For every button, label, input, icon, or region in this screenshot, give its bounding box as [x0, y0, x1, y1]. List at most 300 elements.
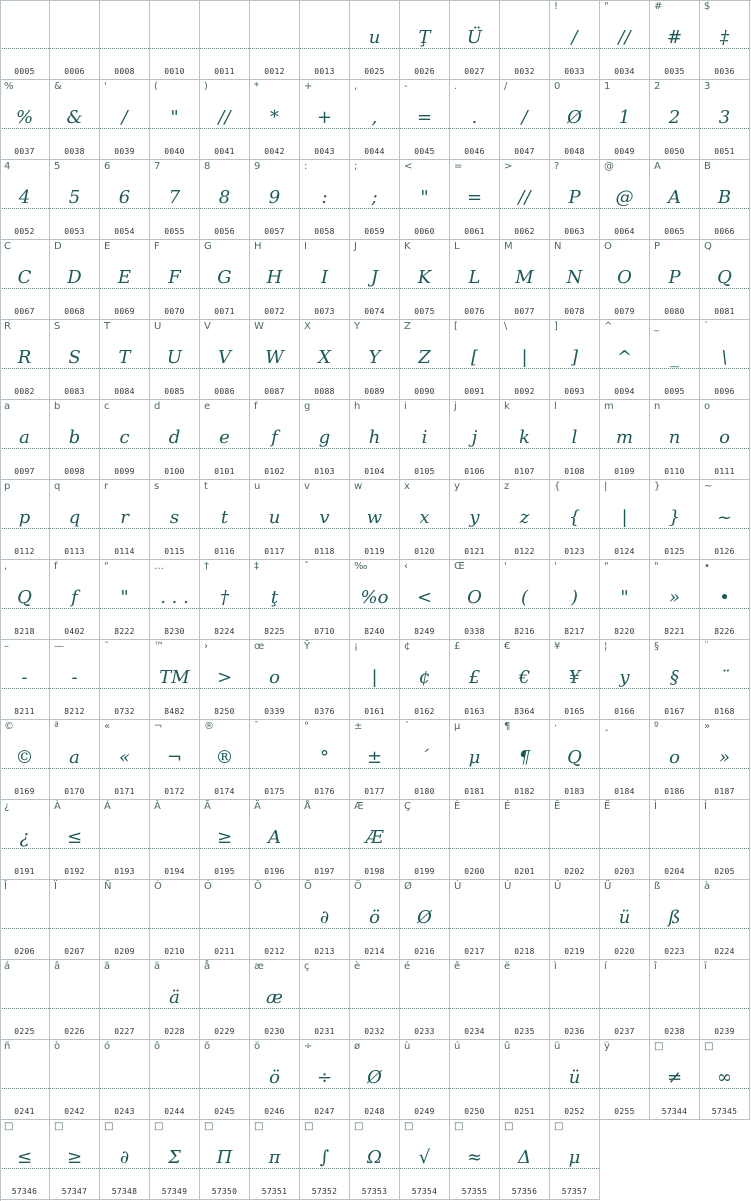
- glyph-cell-label: ¥: [554, 641, 561, 652]
- glyph-cell-label: º: [654, 721, 659, 732]
- glyph-cell-label: •: [704, 561, 710, 572]
- glyph-cell-label: ): [204, 81, 208, 92]
- glyph-sample: †: [220, 587, 229, 608]
- glyph-cell-label: 2: [654, 81, 661, 92]
- glyph-cell: [600, 240, 650, 320]
- glyph-cell-code: 0172: [164, 787, 185, 796]
- glyph-sample: ∂: [319, 907, 330, 928]
- glyph-sample: _: [670, 347, 679, 368]
- glyph-cell-code: 0218: [514, 947, 535, 956]
- glyph-sample: :: [321, 187, 328, 208]
- glyph-cell: [150, 0, 200, 80]
- glyph-cell-label: ¡: [354, 641, 359, 652]
- glyph-cell-code: 0226: [64, 1027, 85, 1036]
- glyph-cell-code: 0161: [364, 707, 385, 716]
- glyph-sample: L: [468, 267, 481, 288]
- glyph-cell-label: Í: [704, 801, 707, 812]
- glyph-cell-code: 0070: [164, 307, 185, 316]
- glyph-cell-label: …: [154, 561, 164, 572]
- glyph-cell: [500, 720, 550, 800]
- glyph-cell-code: 57344: [661, 1107, 688, 1116]
- glyph-cell: [450, 480, 500, 560]
- glyph-cell: [700, 0, 750, 80]
- glyph-cell: [200, 1120, 250, 1200]
- glyph-cell-label: É: [504, 801, 511, 812]
- baseline-dotted-line: [250, 768, 299, 769]
- baseline-dotted-line: [550, 1008, 599, 1009]
- baseline-dotted-line: [100, 1008, 149, 1009]
- glyph-cell-code: 0056: [214, 227, 235, 236]
- glyph-sample: ∞: [717, 1067, 732, 1088]
- baseline-dotted-line: [500, 848, 549, 849]
- glyph-cell-label: T: [104, 321, 111, 332]
- baseline-dotted-line: [300, 608, 349, 609]
- glyph-cell: [500, 960, 550, 1040]
- glyph-sample: k: [519, 427, 530, 448]
- glyph-cell: [350, 0, 400, 80]
- glyph-cell-code: 0121: [464, 547, 485, 556]
- glyph-cell-label: !: [554, 1, 559, 12]
- glyph-cell: [450, 800, 500, 880]
- glyph-cell: [300, 800, 350, 880]
- glyph-sample: h: [368, 427, 381, 448]
- glyph-sample: ¶: [518, 747, 531, 768]
- glyph-cell: [0, 400, 50, 480]
- glyph-cell-code: 0051: [714, 147, 735, 156]
- glyph-cell-code: 0255: [614, 1107, 635, 1116]
- glyph-sample: ¢: [418, 667, 431, 688]
- glyph-cell-label: Ã: [204, 801, 211, 812]
- glyph-sample: »: [718, 747, 730, 768]
- glyph-cell-label: □: [554, 1121, 564, 1132]
- glyph-cell-label: ': [554, 561, 557, 572]
- glyph-sample: §: [670, 667, 679, 688]
- glyph-cell-code: 0062: [514, 227, 535, 236]
- glyph-sample: E: [117, 267, 132, 288]
- glyph-cell-code: 0209: [114, 947, 135, 956]
- glyph-cell-code: 0234: [464, 1027, 485, 1036]
- glyph-cell: [350, 160, 400, 240]
- glyph-cell: [650, 160, 700, 240]
- glyph-sample: B: [717, 187, 732, 208]
- glyph-cell: [600, 880, 650, 960]
- glyph-cell: [350, 960, 400, 1040]
- glyph-cell-code: 0046: [464, 147, 485, 156]
- glyph-sample: ": [420, 187, 429, 208]
- glyph-cell-code: 0040: [164, 147, 185, 156]
- glyph-cell: [100, 0, 150, 80]
- glyph-cell: [400, 880, 450, 960]
- glyph-cell-code: 0220: [614, 947, 635, 956]
- glyph-cell-label: i: [404, 401, 407, 412]
- glyph-cell: [400, 0, 450, 80]
- glyph-cell: [200, 480, 250, 560]
- glyph-cell-code: 0231: [314, 1027, 335, 1036]
- glyph-cell: [250, 1040, 300, 1120]
- glyph-cell: [250, 240, 300, 320]
- glyph-cell-label: (: [154, 81, 158, 92]
- glyph-cell-code: 57345: [711, 1107, 738, 1116]
- glyph-cell-label: Ñ: [104, 881, 112, 892]
- glyph-cell-label: O: [604, 241, 612, 252]
- glyph-cell-label: ˆ: [304, 561, 309, 572]
- glyph-cell: [450, 320, 500, 400]
- glyph-cell: [200, 0, 250, 80]
- glyph-cell: [550, 560, 600, 640]
- glyph-cell-label: †: [204, 561, 209, 572]
- glyph-cell: [200, 400, 250, 480]
- glyph-cell-label: ø: [354, 1041, 361, 1052]
- glyph-sample: [: [470, 347, 479, 368]
- glyph-cell-label: 4: [4, 161, 11, 172]
- glyph-sample: €: [518, 667, 531, 688]
- glyph-cell: [400, 560, 450, 640]
- glyph-sample: l: [571, 427, 578, 448]
- glyph-cell: [700, 480, 750, 560]
- glyph-cell: [450, 960, 500, 1040]
- baseline-dotted-line: [500, 48, 549, 49]
- glyph-cell: [100, 720, 150, 800]
- glyph-cell-code: 0092: [514, 387, 535, 396]
- glyph-cell: [300, 80, 350, 160]
- glyph-cell: [650, 800, 700, 880]
- glyph-cell-code: 0219: [564, 947, 585, 956]
- glyph-cell-code: 0005: [14, 67, 35, 76]
- glyph-cell: [650, 720, 700, 800]
- glyph-cell: [550, 400, 600, 480]
- glyph-cell: [550, 800, 600, 880]
- glyph-cell-code: 0181: [464, 787, 485, 796]
- glyph-sample: M: [515, 267, 534, 288]
- glyph-cell-label: Ú: [504, 881, 512, 892]
- glyph-sample: °: [320, 747, 329, 768]
- glyph-cell: [500, 240, 550, 320]
- glyph-cell-code: 0166: [614, 707, 635, 716]
- glyph-sample: TM: [159, 667, 190, 688]
- glyph-cell-label: J: [354, 241, 357, 252]
- glyph-cell-label: œ: [254, 641, 265, 652]
- glyph-sample: a: [19, 427, 30, 448]
- glyph-cell-label: G: [204, 241, 212, 252]
- glyph-cell-label: 6: [104, 161, 111, 172]
- glyph-cell-code: 8217: [564, 627, 585, 636]
- glyph-cell: [650, 640, 700, 720]
- glyph-cell-code: 0091: [464, 387, 485, 396]
- glyph-cell-code: 0177: [364, 787, 385, 796]
- glyph-cell-label: □: [454, 1121, 464, 1132]
- glyph-cell-code: 0085: [164, 387, 185, 396]
- glyph-cell-code: 0376: [314, 707, 335, 716]
- glyph-cell: [50, 1120, 100, 1200]
- glyph-cell-label: û: [504, 1041, 511, 1052]
- glyph-cell-code: 0165: [564, 707, 585, 716]
- glyph-cell-code: 0100: [164, 467, 185, 476]
- glyph-sample: y: [469, 507, 480, 528]
- glyph-sample: f: [271, 427, 278, 448]
- glyph-sample: Ø: [567, 107, 582, 128]
- glyph-cell: [500, 1120, 550, 1200]
- glyph-sample: ≠: [666, 1067, 683, 1088]
- glyph-cell: [450, 640, 500, 720]
- glyph-cell-code: 0252: [564, 1107, 585, 1116]
- glyph-cell: [150, 160, 200, 240]
- glyph-sample: π: [268, 1147, 281, 1168]
- glyph-sample: ∂: [119, 1147, 130, 1168]
- glyph-sample: o: [669, 747, 680, 768]
- glyph-cell-label: ô: [154, 1041, 161, 1052]
- glyph-cell-code: 0248: [364, 1107, 385, 1116]
- glyph-sample: A: [268, 827, 281, 848]
- glyph-cell-code: 0123: [564, 547, 585, 556]
- glyph-cell: [150, 960, 200, 1040]
- glyph-cell-label: 5: [54, 161, 61, 172]
- glyph-cell-label: □: [704, 1041, 714, 1052]
- glyph-cell-label: Æ: [354, 801, 364, 812]
- glyph-cell: [700, 960, 750, 1040]
- glyph-sample: }: [668, 507, 681, 528]
- glyph-cell: [300, 1040, 350, 1120]
- glyph-cell-label: Â: [154, 801, 161, 812]
- glyph-cell: [450, 240, 500, 320]
- glyph-cell-label: D: [54, 241, 62, 252]
- glyph-cell-code: 0250: [464, 1107, 485, 1116]
- glyph-cell-label: ö: [254, 1041, 261, 1052]
- baseline-dotted-line: [50, 1008, 99, 1009]
- glyph-cell-label: Î: [4, 881, 7, 892]
- glyph-cell-label: Ì: [654, 801, 657, 812]
- glyph-sample: =: [416, 107, 433, 128]
- glyph-cell-code: 0025: [364, 67, 385, 76]
- glyph-sample: ´: [420, 747, 429, 768]
- glyph-sample: £: [468, 667, 481, 688]
- glyph-cell-label: Œ: [454, 561, 465, 572]
- glyph-cell: [550, 160, 600, 240]
- glyph-sample: I: [320, 267, 329, 288]
- glyph-cell-code: 0223: [664, 947, 685, 956]
- glyph-cell-code: 0224: [714, 947, 735, 956]
- glyph-sample: W: [265, 347, 284, 368]
- glyph-sample: Ü: [466, 27, 483, 48]
- glyph-cell: [350, 1120, 400, 1200]
- glyph-cell-label: m: [604, 401, 614, 412]
- glyph-cell-code: 0402: [64, 627, 85, 636]
- glyph-cell-code: 0012: [264, 67, 285, 76]
- glyph-cell: [700, 80, 750, 160]
- glyph-cell: [650, 1040, 700, 1120]
- glyph-sample: <: [416, 587, 433, 608]
- glyph-cell-label: ‹: [404, 561, 408, 572]
- glyph-sample: ]: [570, 347, 579, 368]
- glyph-cell: [450, 0, 500, 80]
- glyph-cell-code: 0197: [314, 867, 335, 876]
- glyph-cell-code: 0089: [364, 387, 385, 396]
- glyph-cell-code: 0238: [664, 1027, 685, 1036]
- glyph-cell-label: Ÿ: [304, 641, 311, 652]
- glyph-cell-code: 0059: [364, 227, 385, 236]
- glyph-cell-code: 0013: [314, 67, 335, 76]
- glyph-cell: [150, 640, 200, 720]
- glyph-cell-label: Å: [304, 801, 311, 812]
- baseline-dotted-line: [150, 928, 199, 929]
- glyph-cell-code: 0243: [114, 1107, 135, 1116]
- glyph-cell-label: ‰: [354, 561, 368, 572]
- baseline-dotted-line: [50, 48, 99, 49]
- glyph-cell: [600, 960, 650, 1040]
- glyph-cell: [350, 400, 400, 480]
- glyph-cell-label: î: [654, 961, 657, 972]
- glyph-cell: [150, 1040, 200, 1120]
- baseline-dotted-line: [100, 1088, 149, 1089]
- glyph-sample: o: [719, 427, 730, 448]
- glyph-cell-code: 0027: [464, 67, 485, 76]
- glyph-sample: u: [268, 507, 281, 528]
- glyph-cell-code: 0163: [464, 707, 485, 716]
- glyph-sample: 2: [668, 107, 681, 128]
- glyph-cell-label: H: [254, 241, 262, 252]
- glyph-cell-code: 57352: [311, 1187, 338, 1196]
- glyph-cell-label: —: [54, 641, 64, 652]
- glyph-cell: [200, 720, 250, 800]
- glyph-sample: g: [318, 427, 331, 448]
- glyph-cell-code: 0101: [214, 467, 235, 476]
- glyph-cell-code: 0035: [664, 67, 685, 76]
- glyph-cell: [500, 640, 550, 720]
- glyph-cell-code: 0075: [414, 307, 435, 316]
- glyph-cell: [300, 880, 350, 960]
- baseline-dotted-line: [600, 848, 649, 849]
- glyph-sample: Ţ: [418, 27, 431, 48]
- glyph-cell: [550, 320, 600, 400]
- baseline-dotted-line: [200, 928, 249, 929]
- glyph-sample: ": [120, 587, 129, 608]
- glyph-cell-label: ¸: [604, 721, 609, 732]
- glyph-cell-code: 0124: [614, 547, 635, 556]
- glyph-cell: [200, 80, 250, 160]
- glyph-cell-label: 8: [204, 161, 211, 172]
- glyph-cell-code: 0245: [214, 1107, 235, 1116]
- glyph-cell: [450, 160, 500, 240]
- glyph-sample: μ: [568, 1147, 581, 1168]
- glyph-cell-label: Ô: [254, 881, 262, 892]
- glyph-sample: |: [371, 667, 378, 688]
- glyph-cell-code: 0045: [414, 147, 435, 156]
- glyph-cell-label: Ø: [404, 881, 412, 892]
- glyph-cell: [150, 240, 200, 320]
- glyph-cell-code: 0732: [114, 707, 135, 716]
- glyph-sample: ţ: [270, 587, 279, 608]
- glyph-cell-label: ¦: [604, 641, 608, 652]
- glyph-cell-code: 57346: [11, 1187, 38, 1196]
- glyph-cell: [600, 320, 650, 400]
- glyph-cell-label: ¨: [704, 641, 709, 652]
- glyph-cell-code: 0095: [664, 387, 685, 396]
- glyph-cell-label: ä: [154, 961, 161, 972]
- baseline-dotted-line: [100, 48, 149, 49]
- glyph-cell-label: ›: [204, 641, 208, 652]
- glyph-sample: ≥: [66, 1147, 83, 1168]
- glyph-cell-code: 57353: [361, 1187, 388, 1196]
- glyph-cell-code: 0196: [264, 867, 285, 876]
- glyph-cell-label: u: [254, 481, 261, 492]
- glyph-cell-label: A: [654, 161, 661, 172]
- glyph-cell: [400, 320, 450, 400]
- glyph-cell-label: N: [554, 241, 562, 252]
- glyph-cell-code: 0205: [714, 867, 735, 876]
- glyph-cell: [200, 880, 250, 960]
- glyph-sample: 9: [268, 187, 281, 208]
- glyph-cell: [50, 320, 100, 400]
- glyph-cell: [150, 480, 200, 560]
- glyph-cell-code: 0088: [314, 387, 335, 396]
- glyph-cell: [600, 800, 650, 880]
- glyph-cell: [250, 160, 300, 240]
- glyph-cell-label: Õ: [304, 881, 312, 892]
- glyph-cell-code: 0170: [64, 787, 85, 796]
- glyph-cell: [200, 640, 250, 720]
- glyph-cell-code: 0058: [314, 227, 335, 236]
- glyph-cell-label: □: [254, 1121, 264, 1132]
- glyph-cell: [650, 960, 700, 1040]
- glyph-cell: [0, 800, 50, 880]
- glyph-cell: [600, 1040, 650, 1120]
- glyph-sample: G: [217, 267, 232, 288]
- glyph-cell: [550, 1120, 600, 1200]
- glyph-cell: [50, 720, 100, 800]
- glyph-cell-code: 57350: [211, 1187, 238, 1196]
- glyph-cell-code: 0109: [614, 467, 635, 476]
- glyph-sample: X: [318, 347, 331, 368]
- glyph-sample: v: [319, 507, 330, 528]
- glyph-sample: ÷: [316, 1067, 333, 1088]
- baseline-dotted-line: [700, 848, 749, 849]
- glyph-sample: a: [69, 747, 80, 768]
- glyph-cell-label: x: [404, 481, 410, 492]
- glyph-sample: {: [568, 507, 581, 528]
- glyph-cell-label: ;: [354, 161, 358, 172]
- glyph-cell: [500, 560, 550, 640]
- glyph-sample: C: [17, 267, 32, 288]
- glyph-cell-code: 0079: [614, 307, 635, 316]
- glyph-cell-code: 0202: [564, 867, 585, 876]
- glyph-cell-code: 0068: [64, 307, 85, 316]
- glyph-cell-label: ÿ: [604, 1041, 610, 1052]
- glyph-sample: Ø: [417, 907, 432, 928]
- glyph-cell: [150, 320, 200, 400]
- glyph-cell-code: 0183: [564, 787, 585, 796]
- glyph-cell-label: c: [104, 401, 110, 412]
- glyph-cell: [200, 320, 250, 400]
- glyph-cell-code: 0169: [14, 787, 35, 796]
- glyph-cell-label: □: [4, 1121, 14, 1132]
- glyph-sample: -: [21, 667, 28, 688]
- glyph-cell-code: 0187: [714, 787, 735, 796]
- glyph-cell-label: ù: [404, 1041, 411, 1052]
- glyph-cell: [400, 160, 450, 240]
- baseline-dotted-line: [100, 848, 149, 849]
- glyph-sample: μ: [468, 747, 481, 768]
- glyph-sample: ;: [371, 187, 378, 208]
- glyph-cell-label: [: [454, 321, 458, 332]
- glyph-cell-label: Ö: [354, 881, 362, 892]
- glyph-cell-code: 57355: [461, 1187, 488, 1196]
- glyph-cell-label: ü: [554, 1041, 561, 1052]
- glyph-cell-label: ]: [554, 321, 558, 332]
- glyph-cell: [650, 880, 700, 960]
- glyph-cell: [0, 1120, 50, 1200]
- glyph-cell-code: 8212: [64, 707, 85, 716]
- glyph-cell: [100, 560, 150, 640]
- glyph-cell-label: d: [154, 401, 161, 412]
